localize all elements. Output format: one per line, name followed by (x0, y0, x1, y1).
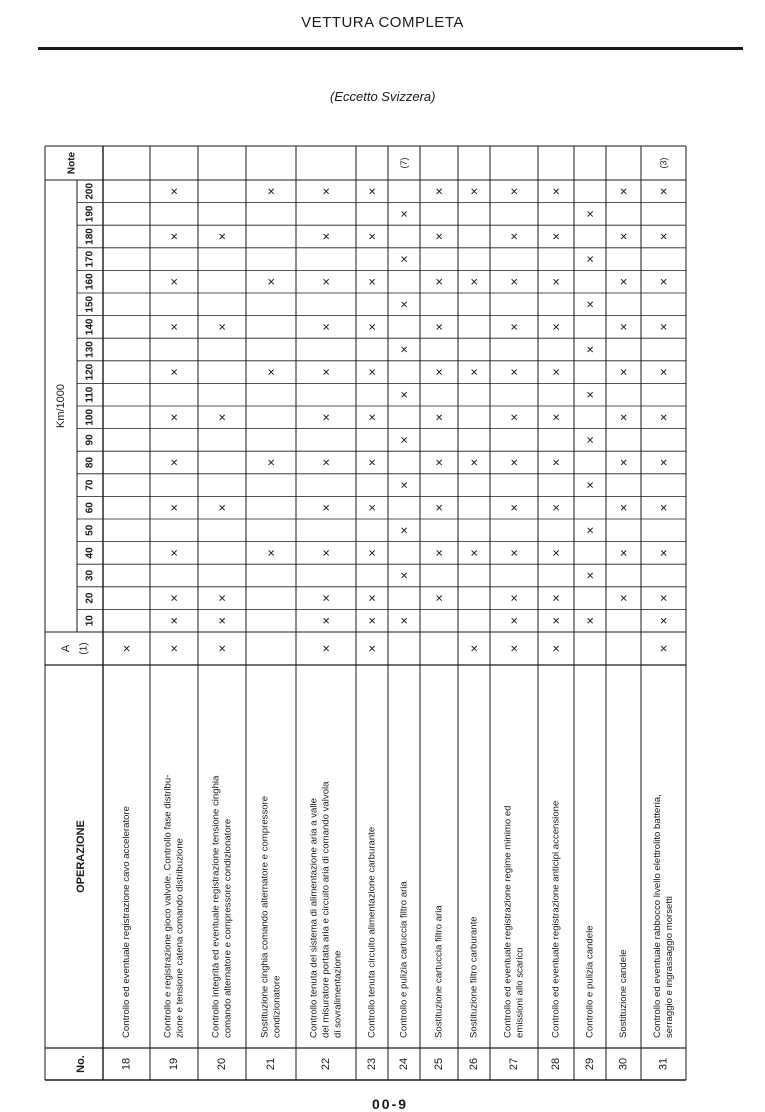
header-no: No. (75, 1055, 87, 1073)
mark-23-80: × (364, 458, 380, 467)
mark-23-120: × (364, 368, 380, 376)
row-number-22: 22 (320, 1057, 332, 1071)
header-km: Km/1000 (55, 383, 67, 429)
mark-29-30: × (582, 571, 598, 580)
mark-27-200: × (506, 187, 522, 196)
mark-29-110: × (582, 390, 598, 399)
operation-text-22: del misuratore portata aria e circuito aria di comando valvola (320, 781, 332, 1038)
mark-25-60: × (431, 503, 447, 512)
mark-29-190: × (582, 210, 598, 218)
mark-25-20: × (431, 594, 447, 602)
mark-29-50: × (582, 526, 598, 535)
operation-text-19: Controllo e registrazione gioco valvole. Controllo fase distribu- (162, 774, 174, 1038)
operation-text-27: emissioni allo scarico (514, 947, 526, 1038)
mark-30-120: × (616, 368, 631, 376)
mark-25-180: × (431, 232, 447, 241)
km-label-140: 140 (84, 318, 96, 336)
km-label-170: 170 (84, 250, 96, 268)
mark-28-10: × (548, 616, 564, 625)
mark-19-180: × (166, 232, 182, 241)
mark-20-100: × (214, 413, 230, 422)
mark-31-120: × (656, 368, 671, 376)
operation-text-21: condizionatore (271, 975, 283, 1038)
page-number: 00-9 (372, 1096, 409, 1112)
mark-25-140: × (431, 323, 447, 331)
mark-26-40: × (466, 549, 482, 557)
mark-29-90: × (582, 436, 598, 444)
mark-23-60: × (364, 503, 380, 512)
mark-22-200: × (318, 187, 334, 196)
mark-a-20: × (214, 644, 230, 653)
row-number-25: 25 (433, 1057, 445, 1071)
mark-22-140: × (318, 323, 334, 331)
mark-30-140: × (616, 323, 631, 331)
note-24: (7) (399, 157, 409, 169)
mark-31-40: × (656, 549, 671, 557)
mark-28-200: × (548, 187, 564, 196)
mark-a-18: × (119, 644, 134, 653)
mark-31-10: × (656, 616, 671, 625)
page-subtitle: (Eccetto Svizzera) (330, 89, 436, 104)
row-number-26: 26 (468, 1057, 480, 1071)
mark-29-150: × (582, 300, 598, 309)
mark-24-130: × (396, 345, 412, 354)
mark-21-160: × (263, 277, 279, 286)
mark-24-30: × (396, 571, 412, 580)
row-number-20: 20 (216, 1057, 228, 1071)
mark-26-80: × (466, 458, 482, 467)
mark-24-10: × (396, 616, 412, 625)
mark-25-200: × (431, 187, 447, 196)
mark-19-10: × (166, 616, 182, 625)
mark-25-120: × (431, 368, 447, 376)
header-note: Note (66, 151, 78, 175)
mark-31-60: × (656, 503, 671, 512)
mark-22-20: × (318, 594, 334, 602)
operation-text-20: Controllo integrità ed eventuale registrazione tensione cinghia (210, 775, 222, 1038)
mark-30-20: × (616, 594, 631, 602)
mark-20-180: × (214, 232, 230, 241)
mark-21-120: × (263, 368, 279, 376)
km-label-120: 120 (84, 363, 96, 381)
km-label-40: 40 (84, 547, 96, 559)
mark-19-160: × (166, 277, 182, 286)
row-number-28: 28 (550, 1057, 562, 1071)
mark-a-27: × (506, 644, 522, 653)
km-label-90: 90 (84, 434, 96, 446)
row-number-23: 23 (366, 1057, 378, 1071)
mark-22-120: × (318, 368, 334, 376)
mark-22-160: × (318, 277, 334, 286)
mark-27-60: × (506, 503, 522, 512)
mark-23-160: × (364, 277, 380, 286)
operation-text-19: zione e tensione catena comando distribuzione (174, 837, 186, 1038)
mark-26-160: × (466, 277, 482, 286)
mark-22-100: × (318, 413, 334, 422)
mark-25-40: × (431, 549, 447, 557)
mark-20-140: × (214, 323, 230, 331)
mark-23-180: × (364, 232, 380, 241)
mark-26-200: × (466, 187, 482, 196)
mark-a-22: × (318, 644, 334, 653)
mark-20-60: × (214, 503, 230, 512)
mark-19-140: × (166, 323, 182, 331)
operation-text-30: Sostituzione candele (618, 949, 629, 1038)
mark-19-80: × (166, 458, 182, 467)
mark-30-160: × (616, 277, 631, 286)
mark-20-10: × (214, 616, 230, 625)
mark-22-80: × (318, 458, 334, 467)
mark-29-10: × (582, 616, 598, 625)
page-title: VETTURA COMPLETA (301, 14, 464, 31)
mark-24-150: × (396, 300, 412, 309)
km-label-30: 30 (84, 569, 96, 582)
km-label-180: 180 (84, 228, 96, 245)
km-label-50: 50 (84, 524, 96, 536)
mark-27-120: × (506, 368, 522, 376)
header-a-note: (1) (78, 642, 90, 655)
mark-24-170: × (396, 255, 412, 263)
mark-19-120: × (166, 368, 182, 376)
mark-22-60: × (318, 503, 334, 512)
mark-27-100: × (506, 413, 522, 422)
mark-30-180: × (616, 232, 631, 241)
mark-21-80: × (263, 458, 279, 467)
mark-31-80: × (656, 458, 671, 467)
mark-28-120: × (548, 368, 564, 376)
mark-28-100: × (548, 413, 564, 422)
mark-28-20: × (548, 594, 564, 602)
mark-24-90: × (396, 436, 412, 444)
mark-21-40: × (263, 549, 279, 557)
mark-23-100: × (364, 413, 380, 422)
operation-text-24: Controllo e pulizia cartuccia filtro aria (398, 881, 410, 1038)
km-label-160: 160 (84, 273, 96, 291)
mark-24-70: × (396, 481, 412, 489)
mark-30-80: × (616, 458, 631, 467)
mark-24-190: × (396, 210, 412, 218)
mark-23-140: × (364, 323, 380, 331)
mark-29-130: × (582, 345, 598, 354)
operation-text-21: Sostituzione cinghia comando alternatore e compressore (259, 795, 271, 1038)
operation-text-22: di sovralimentazione (332, 950, 344, 1038)
mark-22-40: × (318, 549, 334, 557)
operation-text-20: comando alternatore e compressore condizionatore (222, 818, 234, 1038)
km-label-20: 20 (84, 592, 96, 604)
mark-24-110: × (396, 390, 412, 399)
mark-28-180: × (548, 232, 564, 241)
header-operazione: OPERAZIONE (75, 820, 87, 893)
mark-29-170: × (582, 255, 598, 263)
mark-31-200: × (656, 187, 671, 196)
mark-28-140: × (548, 323, 564, 331)
mark-28-40: × (548, 549, 564, 557)
km-label-100: 100 (84, 408, 96, 426)
mark-19-100: × (166, 413, 182, 422)
mark-31-140: × (656, 323, 671, 331)
row-number-21: 21 (265, 1057, 277, 1071)
row-number-19: 19 (168, 1057, 180, 1071)
mark-27-40: × (506, 549, 522, 557)
operation-text-27: Controllo ed eventuale registrazione regime minimo ed (502, 805, 514, 1038)
mark-20-20: × (214, 594, 230, 602)
mark-a-26: × (466, 644, 482, 653)
mark-19-40: × (166, 549, 182, 557)
mark-25-80: × (431, 458, 447, 467)
mark-28-80: × (548, 458, 564, 467)
mark-21-200: × (263, 187, 279, 196)
operation-text-31: Controllo ed eventuale rabbocco livello elettrolito batteria, (652, 794, 663, 1038)
mark-27-160: × (506, 277, 522, 286)
operation-text-18: Controllo ed eventuale registrazione cavo acceleratore (121, 806, 132, 1038)
mark-23-20: × (364, 594, 380, 602)
km-label-60: 60 (84, 502, 96, 514)
operation-text-23: Controllo tenuta circuito alimentazione carburante (366, 826, 378, 1038)
mark-19-60: × (166, 503, 182, 512)
km-label-130: 130 (84, 341, 96, 358)
mark-30-100: × (616, 413, 631, 422)
km-label-10: 10 (84, 615, 96, 627)
mark-a-28: × (548, 644, 564, 653)
row-number-30: 30 (617, 1057, 630, 1071)
mark-26-120: × (466, 368, 482, 376)
mark-31-180: × (656, 232, 671, 241)
mark-27-80: × (506, 458, 522, 467)
mark-29-70: × (582, 481, 598, 489)
mark-22-10: × (318, 616, 334, 625)
row-number-24: 24 (398, 1057, 410, 1071)
km-label-190: 190 (84, 205, 96, 223)
mark-a-23: × (364, 644, 380, 653)
row-number-18: 18 (120, 1057, 133, 1071)
mark-31-160: × (656, 277, 671, 286)
mark-27-10: × (506, 616, 522, 625)
mark-a-31: × (656, 644, 671, 653)
mark-25-100: × (431, 413, 447, 422)
mark-30-200: × (616, 187, 631, 196)
km-label-80: 80 (84, 456, 96, 469)
operation-text-26: Sostituzione filtro carburante (468, 916, 480, 1038)
km-label-70: 70 (84, 479, 96, 491)
operation-text-31: serraggio e ingrassaggio morsetti (664, 896, 675, 1038)
mark-24-50: × (396, 526, 412, 535)
mark-28-60: × (548, 503, 564, 512)
operation-text-29: Controllo e pulizia candele (584, 925, 596, 1038)
mark-22-180: × (318, 232, 334, 241)
mark-25-160: × (431, 277, 447, 286)
operation-text-25: Sostituzione cartuccia filtro aria (433, 905, 445, 1038)
mark-27-20: × (506, 594, 522, 602)
mark-31-20: × (656, 594, 671, 602)
operation-text-22: Controllo tenuta del sistema di alimentazione aria a valle (308, 798, 320, 1038)
km-label-150: 150 (84, 295, 96, 313)
mark-30-40: × (616, 549, 631, 557)
mark-a-19: × (166, 644, 182, 653)
mark-27-180: × (506, 232, 522, 241)
operation-text-28: Controllo ed eventuale registrazione anticipi accensione (550, 800, 562, 1038)
mark-23-10: × (364, 616, 380, 625)
mark-30-60: × (616, 503, 631, 512)
mark-27-140: × (506, 323, 522, 331)
mark-31-100: × (656, 413, 671, 422)
mark-23-40: × (364, 549, 380, 557)
mark-19-20: × (166, 594, 182, 602)
km-label-110: 110 (84, 386, 96, 403)
header-a: A (60, 644, 72, 653)
row-number-29: 29 (584, 1057, 596, 1071)
mark-19-200: × (166, 187, 182, 196)
note-31: (3) (658, 157, 669, 169)
mark-28-160: × (548, 277, 564, 286)
row-number-27: 27 (508, 1057, 520, 1071)
mark-23-200: × (364, 187, 380, 196)
row-number-31: 31 (657, 1057, 670, 1071)
km-label-200: 200 (84, 182, 96, 200)
